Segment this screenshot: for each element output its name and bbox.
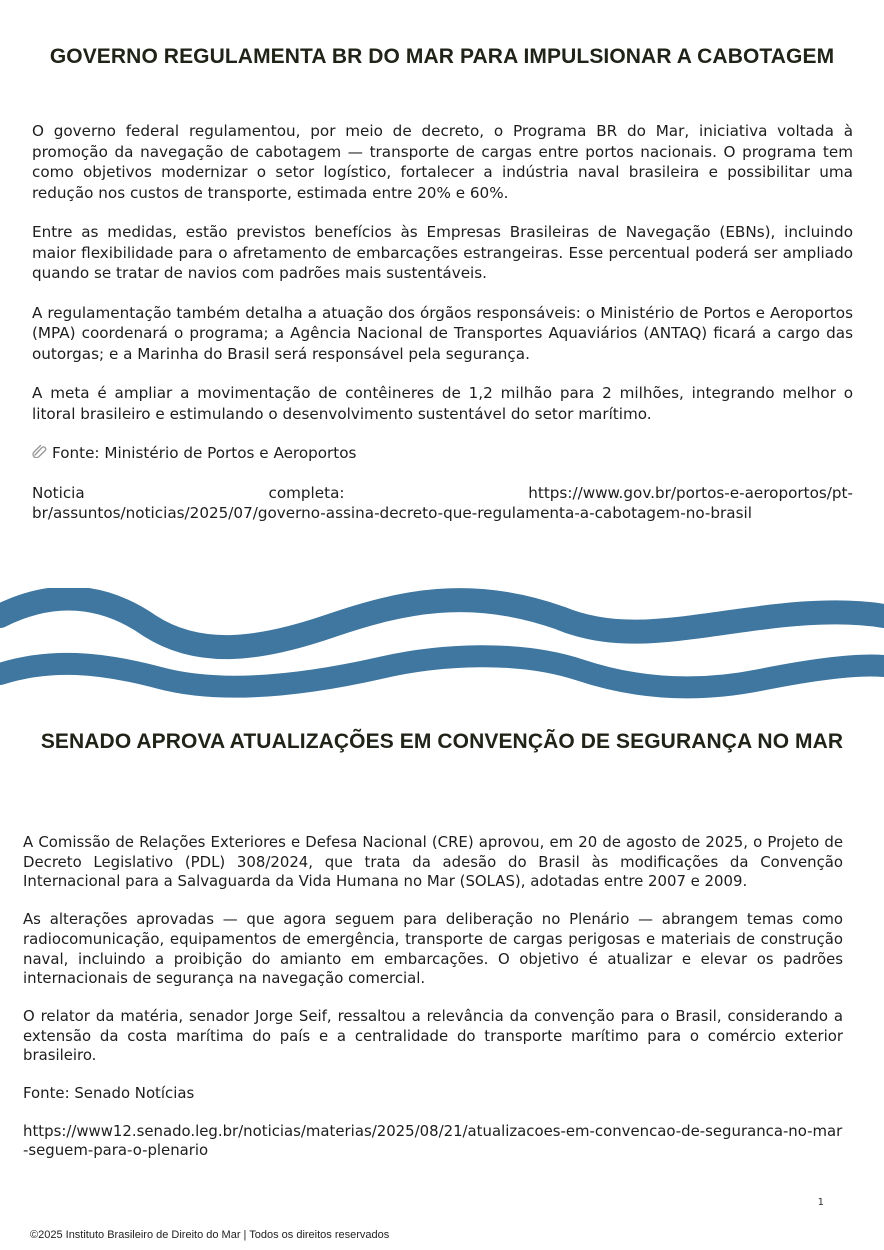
article1-title: GOVERNO REGULAMENTA BR DO MAR PARA IMPULSIONAR A CABOTAGEM <box>49 45 835 68</box>
full-news-label: completa: <box>268 483 345 502</box>
page-number: 1 <box>817 1197 824 1208</box>
article1-paragraph: A meta é ampliar a movimentação de contêineres de 1,2 milhão para 2 milhões, integrando melhor o litoral brasileiro e estimulando o desenvolvimento sustentável do setor marítimo. <box>32 384 853 423</box>
waves-divider <box>0 588 884 703</box>
article1-body <box>32 121 853 524</box>
source-text: Fonte: Ministério de Portos e Aeroportos <box>52 444 357 462</box>
wave-lower <box>0 656 884 687</box>
full-news-url[interactable]: https://www.gov.br/portos-e-aeroportos/pt- <box>528 483 853 502</box>
article2-paragraph: As alterações aprovadas — que agora seguem para deliberação no Plenário — abrangem temas como radiocomunicação, equipamentos de emergência, transporte de cargas perigosas e materiais de construção naval, incluindo a proibição do amianto em embarcações. O objetivo é atualizar e elevar os padrões internacionais de segurança na navegação comercial. <box>23 910 843 988</box>
article2-paragraph: O relator da matéria, senador Jorge Seif, ressaltou a relevância da convenção para o Brasil, considerando a extensão da costa marítima do país e a centralidade do transporte marítimo para o comércio exterior brasileiro. <box>23 1006 843 1065</box>
full-news-link[interactable] <box>32 483 853 524</box>
footer-copyright: ©2025 Instituto Brasileiro de Direito do Mar | Todos os direitos reservados <box>30 1229 390 1241</box>
article1-paragraph: A regulamentação também detalha a atuação dos órgãos responsáveis: o Ministério de Portos e Aeroportos (MPA) coordenará o programa; a Agência Nacional de Transportes Aquaviários (ANTAQ) ficará a cargo das outorgas; e a Marinha do Brasil será responsável pela segurança. <box>32 303 853 363</box>
full-news-url-rest[interactable]: br/assuntos/noticias/2025/07/governo-assina-decreto-que-regulamenta-a-cabotagem-no-brasil <box>32 504 752 522</box>
article1-paragraph: Entre as medidas, estão previstos benefícios às Empresas Brasileiras de Navegação (EBNs), incluindo maior flexibilidade para o afretamento de embarcações estrangeiras. Esse percentual poderá ser ampliado quando se tratar de navios com padrões mais sustentáveis. <box>32 223 853 282</box>
article1-source <box>32 443 853 464</box>
article1-paragraph: O governo federal regulamentou, por meio de decreto, o Programa BR do Mar, iniciativa voltada à promoção da navegação de cabotagem — transporte de cargas entre portos nacionais. O programa tem como objetivos modernizar o setor logístico, fortalecer a indústria naval brasileira e possibilitar uma redução nos custos de transporte, estimada entre 20% e 60%. <box>32 122 853 202</box>
article2-source: Fonte: Senado Notícias <box>23 1084 195 1103</box>
wave-upper <box>0 598 884 647</box>
article2-paragraph: A Comissão de Relações Exteriores e Defesa Nacional (CRE) aprovou, em 20 de agosto de 2025, o Projeto de Decreto Legislativo (PDL) 308/2024, que trata da adesão do Brasil às modificações da Convenção Internacional para a Salvaguarda da Vida Humana no Mar (SOLAS), adotadas entre 2007 e 2009. <box>23 833 843 891</box>
article2-url[interactable]: https://www12.senado.leg.br/noticias/materias/2025/08/21/atualizacoes-em-convencao-de-seguranca-no-mar-seguem-para-o-plenario <box>23 1121 843 1160</box>
article2-body <box>23 833 843 1179</box>
article2-title: SENADO APROVA ATUALIZAÇÕES EM CONVENÇÃO DE SEGURANÇA NO MAR <box>40 730 844 753</box>
paperclip-icon <box>32 443 48 464</box>
full-news-label: Noticia <box>32 483 85 502</box>
